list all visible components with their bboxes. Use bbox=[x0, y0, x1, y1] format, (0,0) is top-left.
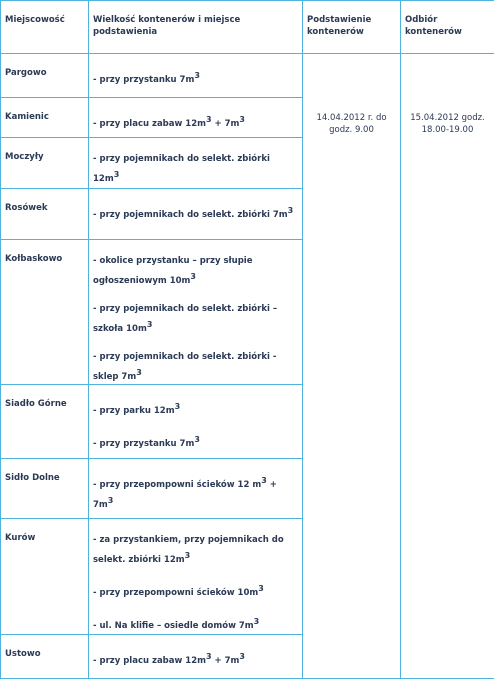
container-item bbox=[89, 519, 302, 568]
item-text: - przy placu zabaw 12m bbox=[93, 118, 206, 129]
item-text: - przy przystanku 7m bbox=[93, 439, 195, 450]
container-item bbox=[89, 98, 302, 132]
item-text: - przy przystanku 7m bbox=[93, 74, 195, 85]
header-placement: Podstawienie kontenerów bbox=[303, 1, 401, 54]
location-cell bbox=[1, 385, 89, 459]
location-cell bbox=[1, 634, 89, 678]
table-body bbox=[1, 1, 494, 679]
size-place-cell bbox=[89, 385, 303, 459]
item-exponent: 3 bbox=[194, 71, 200, 80]
location-cell bbox=[1, 519, 89, 634]
item-exponent: 3 bbox=[206, 651, 212, 661]
item-text-extra: + 7m bbox=[93, 480, 277, 511]
location-name: Pargowo bbox=[5, 68, 47, 78]
table-header-row bbox=[1, 1, 494, 54]
container-item bbox=[89, 385, 302, 419]
location-name: Ustowo bbox=[5, 648, 41, 659]
container-item bbox=[89, 302, 302, 337]
location-name: Kołbaskowo bbox=[5, 254, 63, 264]
container-item bbox=[89, 635, 302, 669]
item-text-extra: + 7m bbox=[211, 655, 240, 666]
item-exponent: 3 bbox=[190, 272, 196, 281]
container-item bbox=[89, 240, 302, 289]
item-exponent: 3 bbox=[107, 496, 114, 506]
location-cell bbox=[1, 189, 89, 240]
container-item bbox=[89, 581, 302, 601]
location-name: Rosówek bbox=[5, 203, 48, 213]
item-exponent: 3 bbox=[184, 551, 191, 561]
container-item bbox=[89, 432, 302, 452]
location-cell bbox=[1, 240, 89, 385]
size-place-cell bbox=[89, 240, 303, 385]
item-text: - przy pojemnikach do selekt. zbiórki 7m bbox=[93, 209, 288, 220]
container-item bbox=[89, 189, 302, 223]
container-item bbox=[89, 459, 302, 513]
pickup-date-cell bbox=[401, 54, 494, 679]
item-exponent: 3 bbox=[261, 476, 267, 486]
size-place-cell bbox=[89, 459, 303, 519]
item-text: - przy parku 12m bbox=[93, 406, 175, 417]
size-place-cell bbox=[89, 189, 303, 240]
item-text: - za przystankiem, przy pojemnikach do selekt. zbiórki 12m bbox=[93, 535, 284, 566]
item-exponent: 3 bbox=[113, 170, 120, 179]
size-place-cell bbox=[89, 54, 303, 98]
header-size-place: Wielkość kontenerów i miejsce podstawienia bbox=[89, 1, 303, 54]
container-item bbox=[89, 54, 302, 88]
location-cell bbox=[1, 54, 89, 98]
container-item bbox=[89, 138, 302, 187]
location-name: Moczyły bbox=[5, 152, 44, 162]
item-text-extra: + 7m bbox=[211, 118, 240, 129]
item-exponent: 3 bbox=[253, 617, 260, 627]
item-exponent: 3 bbox=[239, 651, 245, 661]
item-text: - okolice przystanku – przy słupie ogłoszeniowym 10m bbox=[93, 256, 253, 286]
item-exponent: 3 bbox=[146, 319, 153, 329]
item-exponent: 3 bbox=[239, 115, 245, 124]
item-text: - przy pojemnikach do selekt. zbiórki - sklep 7m bbox=[93, 351, 277, 382]
item-exponent: 3 bbox=[206, 115, 212, 124]
placement-date: 14.04.2012 r. do godz. 9.00 bbox=[316, 113, 387, 135]
item-text: - przy przepompowni ścieków 10m bbox=[93, 588, 259, 599]
item-text: - ul. Na klifie – osiedle domów 7m bbox=[93, 620, 254, 631]
location-name: Kamienic bbox=[5, 112, 49, 122]
size-place-cell bbox=[89, 138, 303, 189]
table-row bbox=[1, 54, 494, 98]
item-exponent: 3 bbox=[136, 367, 142, 377]
pickup-date: 15.04.2012 godz. 18.00-19.00 bbox=[410, 113, 485, 135]
item-exponent: 3 bbox=[287, 206, 294, 215]
item-text: - przy placu zabaw 12m bbox=[93, 655, 206, 666]
location-name: Siadło Górne bbox=[5, 399, 67, 410]
location-cell bbox=[1, 459, 89, 519]
item-exponent: 3 bbox=[194, 435, 200, 445]
location-cell bbox=[1, 98, 89, 138]
item-exponent: 3 bbox=[258, 584, 264, 594]
item-exponent: 3 bbox=[174, 402, 181, 412]
location-name: Kurów bbox=[5, 533, 36, 544]
placement-date-cell bbox=[303, 54, 401, 679]
size-place-cell bbox=[89, 519, 303, 634]
item-text: - przy przepompowni ścieków 12 m bbox=[93, 480, 262, 491]
size-place-cell bbox=[89, 98, 303, 138]
container-item bbox=[89, 614, 302, 634]
container-item bbox=[89, 350, 302, 385]
header-location: Miejscowość bbox=[1, 1, 89, 54]
size-place-cell bbox=[89, 634, 303, 678]
location-cell bbox=[1, 138, 89, 189]
item-text: - przy pojemnikach do selekt. zbiórki – szkoła 10m bbox=[93, 303, 278, 334]
location-name: Sidło Dolne bbox=[5, 473, 60, 484]
header-pickup: Odbiór kontenerów bbox=[401, 1, 494, 54]
item-text: - przy pojemnikach do selekt. zbiórki 12m bbox=[93, 154, 270, 184]
